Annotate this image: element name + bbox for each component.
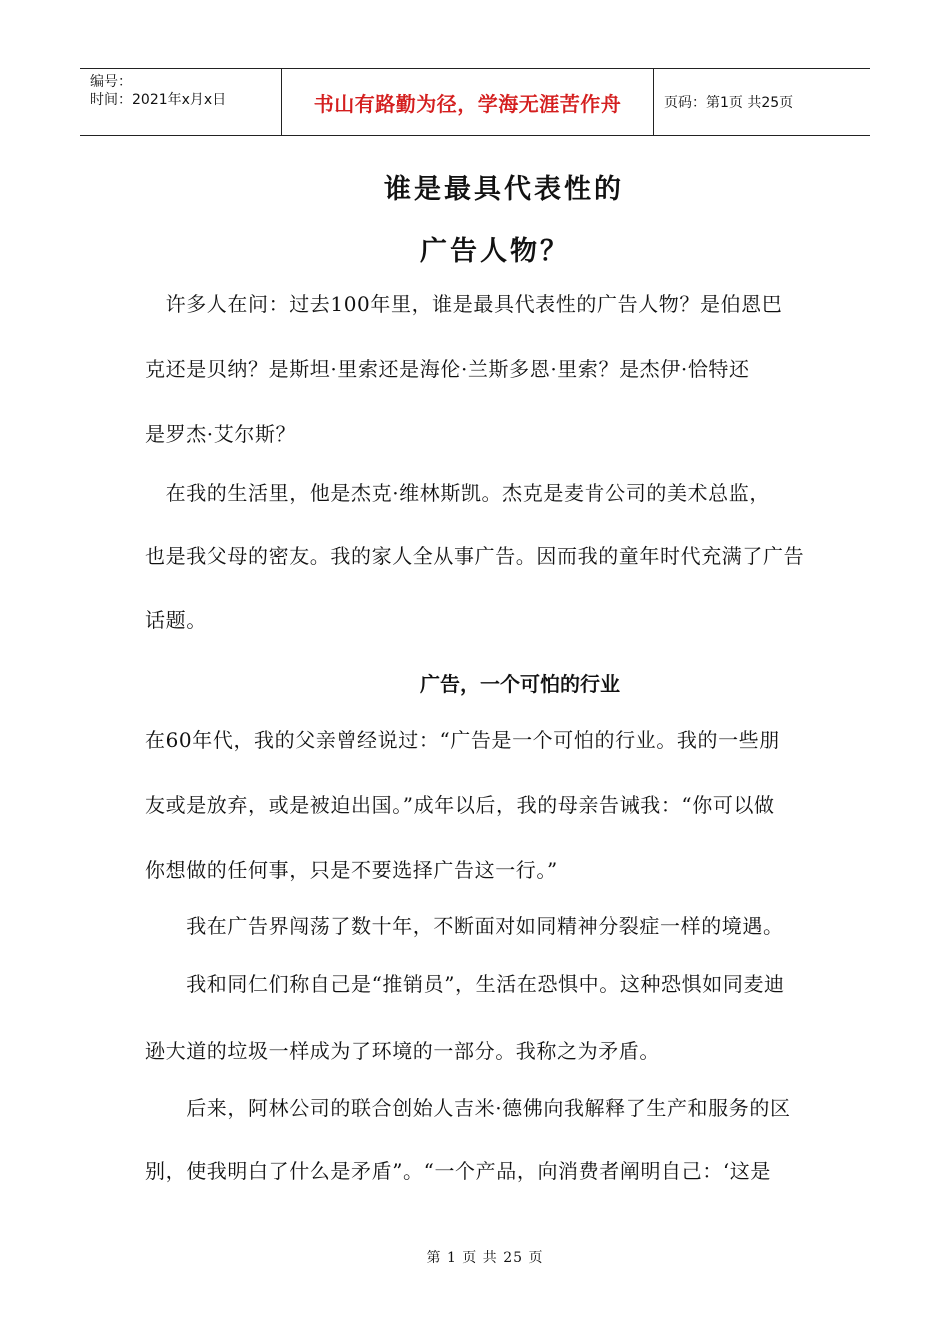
body-line: 后来，阿林公司的联合创始人吉米·德佛向我解释了生产和服务的区: [145, 1096, 791, 1120]
body-line: 你想做的任何事，只是不要选择广告这一行。”: [145, 858, 558, 882]
body-line: 我在广告界闯荡了数十年，不断面对如同精神分裂症一样的境遇。: [145, 914, 784, 938]
page-footer: 第 1 页 共 25 页: [426, 1250, 544, 1266]
body-line: 我和同仁们称自己是“推销员”，生活在恐惧中。这种恐惧如同麦迪: [145, 972, 785, 996]
header-motto-cell: [282, 69, 654, 135]
body-line: 克还是贝纳？是斯坦·里索还是海伦·兰斯多恩·里索？是杰伊·恰特还: [145, 357, 750, 381]
page-header: [80, 68, 870, 136]
body-line: 也是我父母的密友。我的家人全从事广告。因而我的童年时代充满了广告: [145, 544, 805, 568]
body-line: 在我的生活里，他是杰克·维林斯凯。杰克是麦肯公司的美术总监，: [145, 481, 770, 505]
body-line: 许多人在问：过去100年里，谁是最具代表性的广告人物？是伯恩巴: [145, 292, 783, 316]
body-line: 在60年代，我的父亲曾经说过：“广告是一个可怕的行业。我的一些朋: [145, 728, 780, 752]
body-line: 别，使我明白了什么是矛盾”。“一个产品，向消费者阐明自己：‘这是: [145, 1159, 772, 1183]
body-line: 是罗杰·艾尔斯？: [145, 422, 297, 446]
page-info: 页码：第1页 共25页: [664, 95, 794, 111]
time-label: 时间：2021年x月x日: [90, 92, 227, 108]
body-line: 友或是放弃，或是被迫出国。”成年以后，我的母亲告诫我：“你可以做: [145, 793, 775, 817]
motto-text: 书山有路勤为径，学海无涯苦作舟: [313, 91, 622, 116]
document-title-line1: 谁是最具代表性的: [384, 174, 624, 205]
header-meta-cell: [80, 69, 282, 135]
body-line: 话题。: [145, 608, 207, 632]
number-label: 编号：: [90, 74, 132, 90]
header-page-cell: [654, 69, 870, 135]
document-title-line2: 广告人物？: [420, 236, 570, 267]
body-line: 逊大道的垃圾一样成为了环境的一部分。我称之为矛盾。: [145, 1039, 660, 1063]
section-subheading: 广告，一个可怕的行业: [420, 672, 620, 696]
